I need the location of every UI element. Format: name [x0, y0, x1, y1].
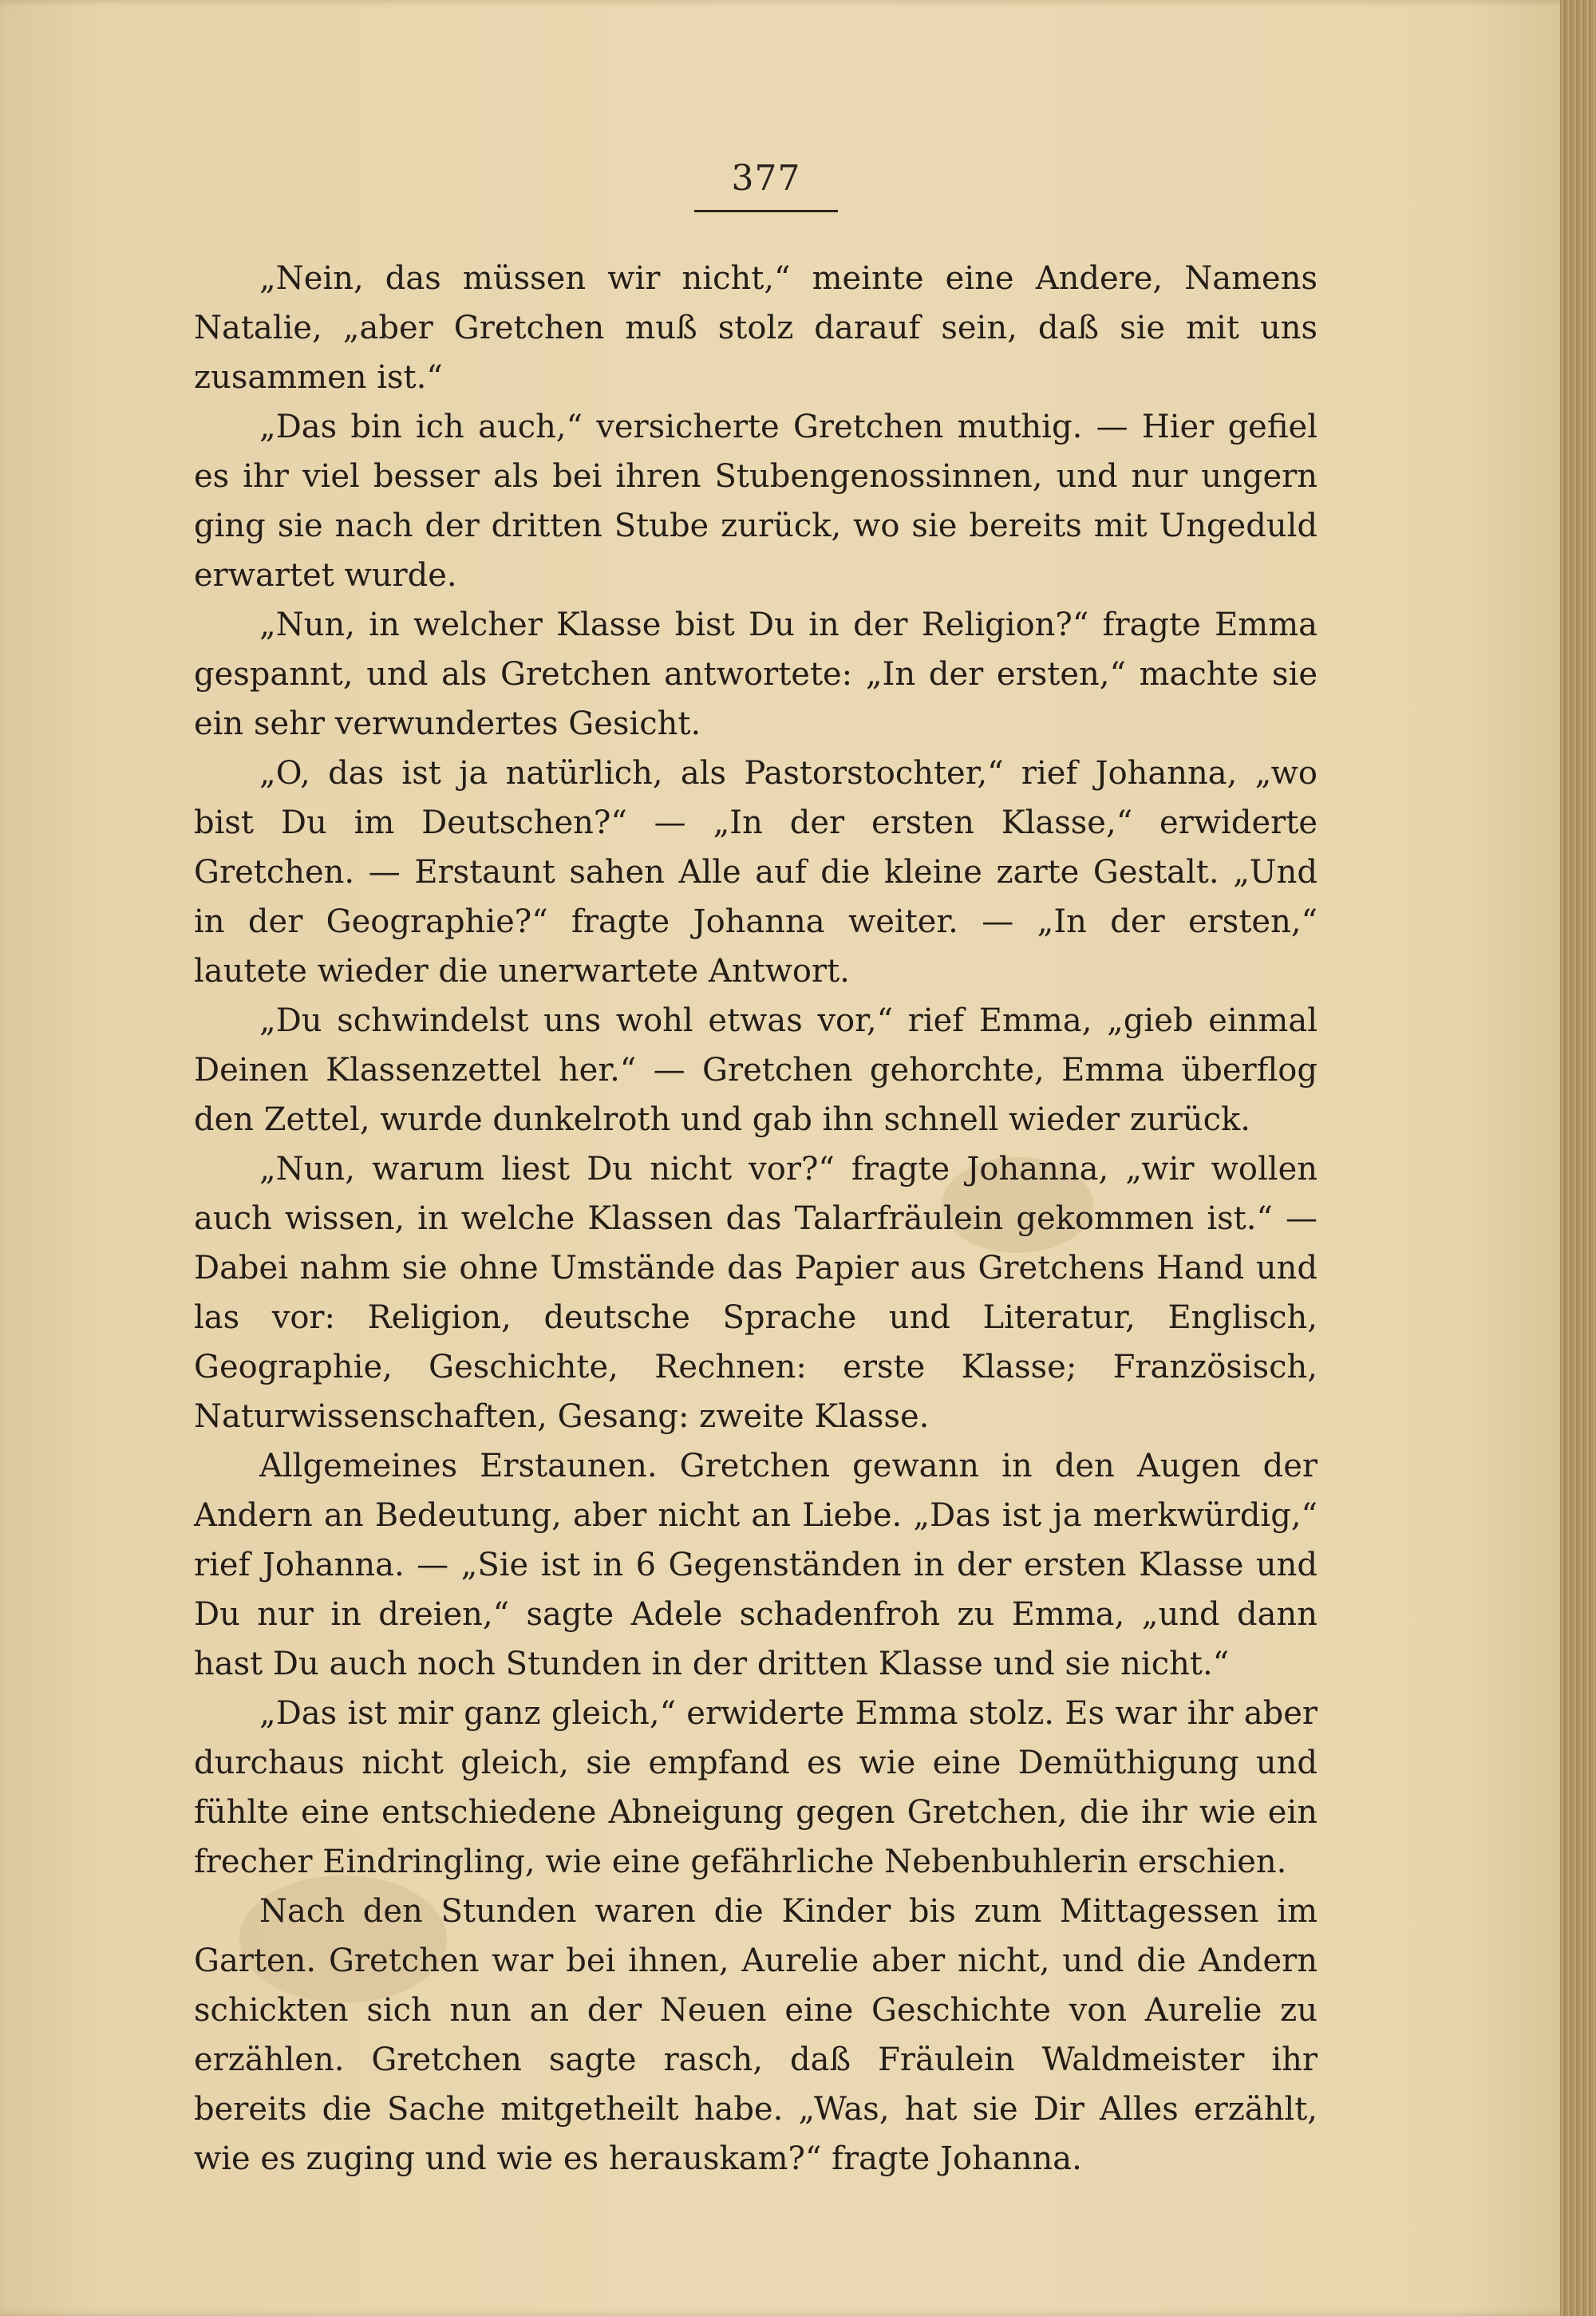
paragraph-5: „Du schwindelst uns wohl etwas vor,“ rief Emma, „gieb einmal Deinen Klassenzettel her.“ — Gretchen gehorchte, Emma überflog den Zettel, wurde dunkelroth und gab ihn schnell wieder zurück.	[194, 1002, 1317, 1138]
paragraph-2: „Das bin ich auch,“ versicherte Gretchen muthig. — Hier gefiel es ihr viel besser als bei ihren Stubengenossinnen, und nur ungern ging sie nach der dritten Stube zurück, wo sie bereits mit Ungeduld erwartet wurde.	[194, 409, 1317, 594]
page-edge	[1560, 0, 1596, 2316]
paragraph-7: Allgemeines Erstaunen. Gretchen gewann in den Augen der Andern an Bedeutung, aber nicht an Liebe. „Das ist ja merkwürdig,“ rief Johanna. — „Sie ist in 6 Gegenständen in der ersten Klasse und Du nur in dreien,“ sagte Adele schadenfroh zu Emma, „und dann hast Du auch noch Stunden in der dritten Klasse und sie nicht.“	[194, 1448, 1317, 1682]
paragraph-6: „Nun, warum liest Du nicht vor?“ fragte Johanna, „wir wollen auch wissen, in welche Klassen das Talarfräulein gekommen ist.“ — Dabei nahm sie ohne Umstände das Papier aus Gretchens Hand und las vor: Religion, deutsche Sprache und Literatur, Englisch, Geographie, Geschichte, Rechnen: erste Klasse; Französisch, Naturwissenschaften, Gesang: zweite Klasse.	[194, 1151, 1317, 1435]
paragraph-4: „O, das ist ja natürlich, als Pastorstochter,“ rief Johanna, „wo bist Du im Deutschen?“ — „In der ersten Klasse,“ erwiderte Gretchen. — Erstaunt sahen Alle auf die kleine zarte Gestalt. „Und in der Geographie?“ fragte Johanna weiter. — „In der ersten,“ lautete wieder die unerwartete Antwort.	[194, 755, 1317, 990]
paragraph-8: „Das ist mir ganz gleich,“ erwiderte Emma stolz. Es war ihr aber durchaus nicht gleich, sie empfand es wie eine Demüthigung und fühlte eine entschiedene Abneigung gegen Gretchen, die ihr wie ein frecher Eindringling, wie eine gefährliche Nebenbuhlerin erschien.	[194, 1695, 1317, 1880]
paragraph-1: „Nein, das müssen wir nicht,“ meinte eine Andere, Namens Natalie, „aber Gretchen muß stolz darauf sein, daß sie mit uns zusammen ist.“	[194, 260, 1317, 396]
page-number-rule	[694, 210, 838, 212]
paragraph-3: „Nun, in welcher Klasse bist Du in der Religion?“ fragte Emma gespannt, und als Gretchen antwortete: „In der ersten,“ machte sie ein sehr verwundertes Gesicht.	[194, 607, 1317, 742]
page-number: 377	[731, 158, 801, 199]
body-text	[194, 254, 1317, 2184]
paragraph-9: Nach den Stunden waren die Kinder bis zum Mittagessen im Garten. Gretchen war bei ihnen, Aurelie aber nicht, und die Andern schickten sich nun an der Neuen eine Geschichte von Aurelie zu erzählen. Gretchen sagte rasch, daß Fräulein Waldmeister ihr bereits die Sache mitgetheilt habe. „Was, hat sie Dir Alles erzählt, wie es zuging und wie es herauskam?“ fragte Johanna.	[194, 1893, 1317, 2177]
